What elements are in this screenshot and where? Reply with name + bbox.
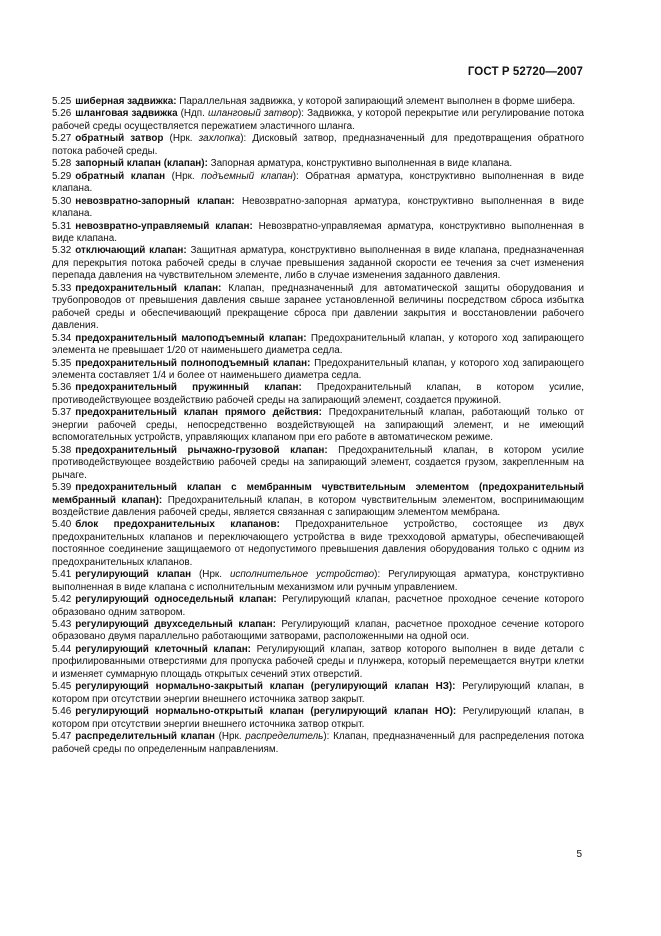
term-note-prefix: (Нрк. [163,133,199,145]
definition-text: Предохранительный клапан, в котором усилие противодействующее воздействию рабочей среды на запирающий элемент, создается грузом, закрепленным на рычаге. [52,444,584,481]
term: предохранительный пружинный клапан: [75,382,302,394]
term: предохранительный полноподъемный клапан: [75,357,311,369]
term: предохранительный рычажно-грузовой клапан: [75,444,328,456]
definition-entry [52,482,584,519]
clause-number: 5.44 [52,643,72,655]
definition-text: Регулирующий клапан, в котором при отсутствии энергии внешнего источника затвор открыт. [52,706,585,730]
term-note-suffix: ) [240,133,244,145]
definition-text: Предохранительный клапан, в котором усилие, противодействующее воздействию рабочей среды на запирающий элемент, создается пружиной. [52,382,584,406]
clause-number: 5.34 [52,332,72,344]
term: регулирующий нормально-закрытый клапан (регулирующий клапан НЗ): [75,681,456,693]
clause-number: 5.25 [52,96,72,107]
clause-number: 5.45 [52,681,72,693]
alternative-term: захлопка [198,133,241,145]
clause-number: 5.28 [52,158,72,170]
term: запорный клапан (клапан): [75,158,208,170]
alternative-term: подъемный клапан [201,170,293,182]
definition-entry [52,196,584,221]
definition-text: : Обратная арматура, конструктивно выполненная в виде клапана. [52,170,584,195]
definition-entry [52,221,584,246]
clause-number: 5.35 [52,357,72,369]
definition-text: Предохранительный клапан, у которого ход запирающего элемента не превышает 1/20 от наименьшего диаметра седла. [52,332,584,357]
document-id-header: ГОСТ Р 52720—2007 [467,66,583,78]
definition-text: Регулирующий клапан, в котором при отсутствии энергии внешнего источника затвор закрыт. [52,681,584,705]
definition-entry [52,108,584,133]
definition-entry [52,594,584,619]
definition-text: Регулирующий клапан, затвор которого выполнен в виде детали с профилированными отверстиями для пропуска рабочей среды и плунжера, который перемещается внутри клетки и изменяет суммарную площадь открытых сечений этих отверстий. [52,643,585,680]
definition-text: Параллельная задвижка, у которой запирающий элемент выполнен в форме шибера. [176,96,576,107]
term: регулирующий односедельный клапан: [75,594,277,606]
term: шланговая задвижка [75,108,178,120]
definition-entry [52,96,584,108]
clause-number: 5.30 [52,195,72,207]
clause-number: 5.43 [52,619,72,631]
definition-text: : Задвижка, у которой перекрытие или регулирование потока рабочей среды осуществляется пережатием эластичного шланга. [52,108,585,132]
definition-text: Предохранительный клапан, работающий только от энергии рабочей среды, непосредственно воздействующей на запирающий элемент, и не имеющий вспомогательных устройств, управляющих клапаном при его работе в автоматическом режиме. [52,407,584,444]
definition-text: Предохранительный клапан, в котором чувствительным элементом, воспринимающим воздействие давления рабочей среды, является связанная с запирающим элементом мембрана. [52,494,584,518]
definition-entry [52,445,584,482]
definitions-list [52,96,584,756]
definition-entry [52,158,584,170]
clause-number: 5.46 [52,706,72,718]
term-note-suffix: ) [374,569,378,581]
definition-entry [52,245,584,282]
definition-text: Регулирующий клапан, расчетное проходное сечение которого образовано двумя параллельно работающими затворами, расположенными на одной оси. [52,619,584,643]
clause-number: 5.27 [52,133,72,145]
definition-entry [52,382,584,407]
term-note-prefix: (Нрк. [191,569,230,581]
page-number: 5 [576,849,582,860]
term: предохранительный клапан с мембранным чувствительным элементом (предохранительный мембранный клапан): [52,482,584,506]
term: шиберная задвижка: [75,96,177,107]
term-note-suffix: ) [323,731,327,743]
term: обратный затвор [75,133,164,145]
term: регулирующий клеточный клапан: [75,643,251,655]
clause-number: 5.32 [52,245,72,257]
definition-entry [52,731,584,756]
definition-text: Невозвратно-запорная арматура, конструктивно выполненная в виде клапана. [52,195,584,220]
clause-number: 5.33 [52,282,72,294]
term-note-prefix: (Нрк. [214,731,246,743]
term: невозвратно-запорный клапан: [75,195,235,207]
clause-number: 5.31 [52,220,72,232]
term: обратный клапан [75,170,166,182]
term-note-prefix: (Ндп. [177,108,208,120]
clause-number: 5.26 [52,108,72,120]
term-note-suffix: ) [297,108,302,120]
definition-text: Регулирующий клапан, расчетное проходное сечение которого образовано одним затвором. [52,594,584,618]
clause-number: 5.37 [52,407,72,419]
definition-entry [52,333,584,358]
clause-number: 5.39 [52,482,72,494]
definition-text: Невозвратно-управляемая арматура, конструктивно выполненная в виде клапана. [52,220,584,244]
definition-entry [52,519,584,569]
definition-entry [52,358,584,383]
definition-text: : Дисковый затвор, предназначенный для предотвращения обратного потока рабочей среды. [52,133,584,157]
definition-text: Защитная арматура, конструктивно выполненная в виде клапана, предназначенная для перекрытия потока рабочей среды в случае превышения заданной скорости ее течения за счет изменения перепада давления на чувствительном элементе, либо в случае изменения заданного давления. [52,245,584,282]
definition-entry [52,569,584,594]
alternative-term: шланговый затвор [207,108,298,120]
alternative-term: исполнительное устройство [229,569,375,581]
clause-number: 5.36 [52,382,72,394]
term: предохранительный клапан: [75,282,222,294]
definition-entry [52,171,584,196]
term: распределительный клапан [75,731,215,743]
definition-entry [52,619,584,644]
clause-number: 5.40 [52,519,72,531]
definition-text: Предохранительный клапан, у которого ход запирающего элемента составляет 1/4 и более от наименьшего диаметра седла. [52,357,584,381]
definition-text: : Клапан, предназначенный для распределения потока рабочей среды по определенным направлениям. [52,731,584,755]
term: регулирующий клапан [75,569,192,581]
definition-entry [52,283,584,333]
definition-text: Клапан, предназначенный для автоматической защиты оборудования и трубопроводов от превышения давления свыше заранее установленной величины посредством сброса избытка рабочей среды и обеспечивающий прекращение сброса при давлении закрытия и восстановлении рабочего давления. [52,282,584,332]
clause-number: 5.42 [52,594,72,606]
definition-entry [52,407,584,444]
term: блок предохранительных клапанов: [75,519,280,531]
term: регулирующий нормально-открытый клапан (регулирующий клапан НО): [75,706,457,718]
definition-text: Предохранительное устройство, состоящее из двух предохранительных клапанов и переключающего устройства в виде трехходовой арматуры, обеспечивающей постоянное соединение защищаемого от недопустимого превышения давления оборудования только с одним из предохранительных клапанов. [52,519,584,568]
term: регулирующий двухседельный клапан: [75,619,276,631]
alternative-term: распределитель [245,731,324,743]
definition-text: : Регулирующая арматура, конструктивно выполненная в виде клапана с исполнительным механизмом или ручным управлением. [52,569,584,593]
clause-number: 5.41 [52,569,72,581]
definition-entry [52,644,584,681]
term-note-prefix: (Нрк. [165,170,202,182]
clause-number: 5.47 [52,731,72,743]
term: невозвратно-управляемый клапан: [75,220,253,232]
definition-entry [52,681,584,706]
clause-number: 5.38 [52,444,72,456]
term-note-suffix: ) [292,170,296,182]
definition-entry [52,706,584,731]
term: отключающий клапан: [75,245,187,257]
term: предохранительный клапан прямого действия: [75,407,322,419]
term: предохранительный малоподъемный клапан: [75,332,307,344]
clause-number: 5.29 [52,170,72,182]
definition-entry [52,133,584,158]
definition-text: Запорная арматура, конструктивно выполненная в виде клапана. [207,158,513,170]
